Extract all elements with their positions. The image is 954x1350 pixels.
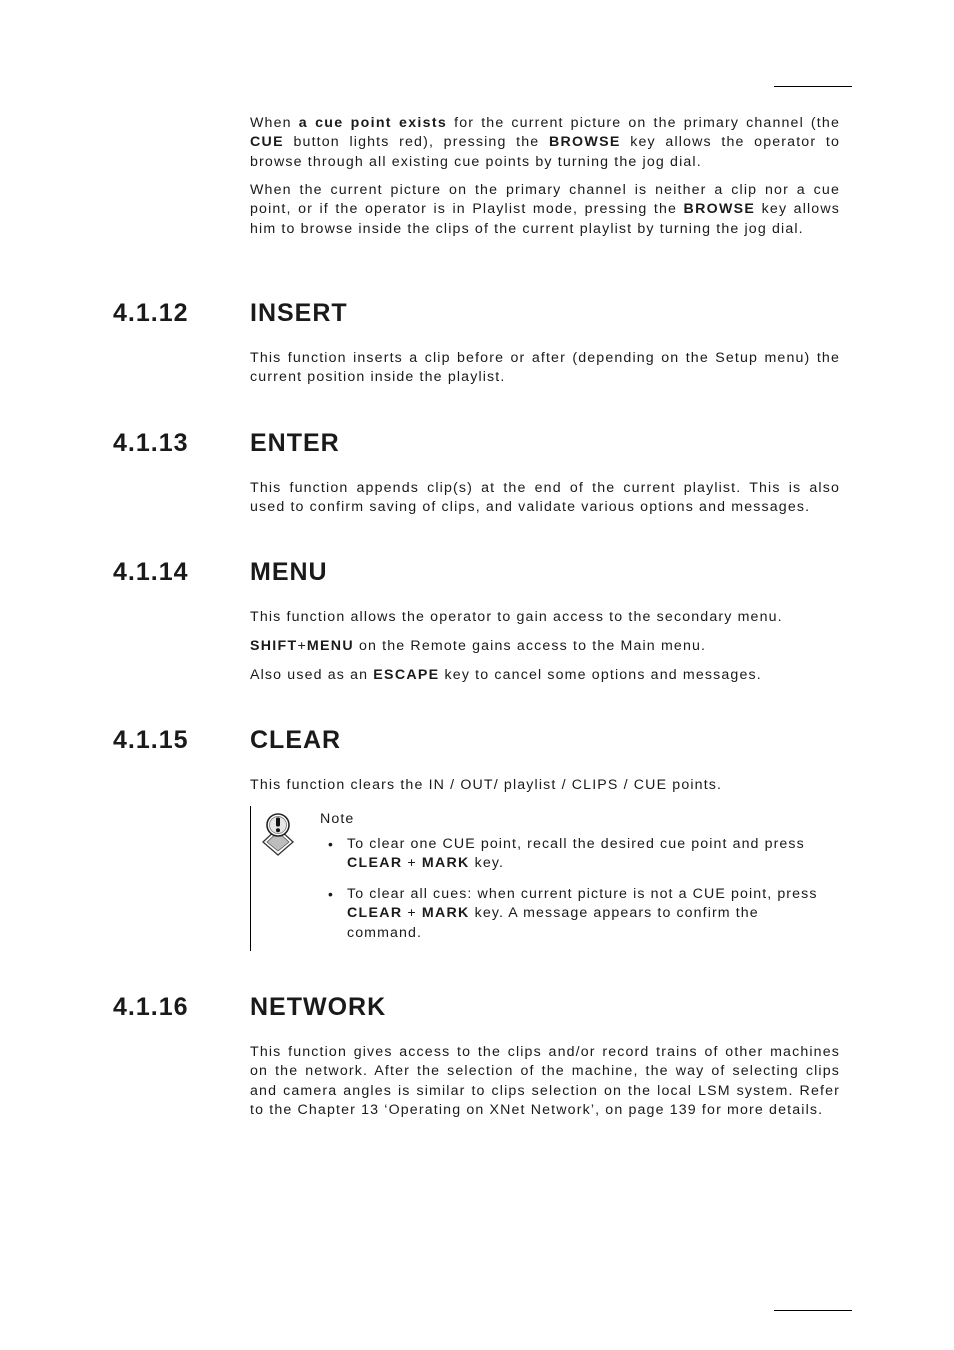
menu-paragraph-2: SHIFT+MENU on the Remote gains access to the Main menu. — [250, 638, 707, 654]
note-bullet-1: To clear one CUE point, recall the desired cue point and press CLEAR + MARK key. — [347, 836, 805, 872]
section-heading-network: 4.1.16 NETWORK — [113, 993, 387, 1021]
bullet-marker: • — [328, 836, 333, 852]
section-heading-insert: 4.1.12 INSERT — [113, 299, 348, 327]
note-label: Note — [320, 811, 355, 827]
bullet-marker: • — [328, 886, 333, 902]
footer-rule — [774, 1310, 852, 1311]
note-icon — [261, 812, 295, 856]
note-bullet-2: To clear all cues: when current picture is not a CUE point, press CLEAR + MARK key. A message appears to confirm the command. — [347, 886, 818, 941]
enter-paragraph: This function appends clip(s) at the end of the current playlist. This is also used to confirm saving of clips, and validate various options and messages. — [250, 480, 840, 516]
header-rule — [774, 86, 852, 87]
section-heading-enter: 4.1.13 ENTER — [113, 429, 340, 457]
section-heading-clear: 4.1.15 CLEAR — [113, 726, 342, 754]
menu-paragraph-1: This function allows the operator to gain access to the secondary menu. — [250, 609, 783, 625]
intro-paragraph-2: When the current picture on the primary channel is neither a clip nor a cue point, or if the operator is in Playlist mode, pressing the BROWSE key allows him to browse inside the clips of the current playlist by turning the jog dial. — [250, 182, 840, 237]
clear-paragraph: This function clears the IN / OUT/ playlist / CLIPS / CUE points. — [250, 777, 723, 793]
insert-paragraph: This function inserts a clip before or after (depending on the Setup menu) the current position inside the playlist. — [250, 350, 840, 386]
intro-paragraph-1: When a cue point exists for the current picture on the primary channel (the CUE button lights red), pressing the BROWSE key allows the operator to browse through all existing cue points by turning the jog dial. — [250, 115, 840, 170]
network-paragraph: This function gives access to the clips and/or record trains of other machines on the network. After the selection of the machine, the way of selecting clips and camera angles is similar to clips selection on the local LSM system. Refer to the Chapter 13 ‘Operating on XNet Network’, on page 139 for more details. — [250, 1044, 840, 1118]
note-bar — [250, 806, 251, 951]
section-heading-menu: 4.1.14 MENU — [113, 558, 328, 586]
menu-paragraph-3: Also used as an ESCAPE key to cancel some options and messages. — [250, 667, 762, 683]
